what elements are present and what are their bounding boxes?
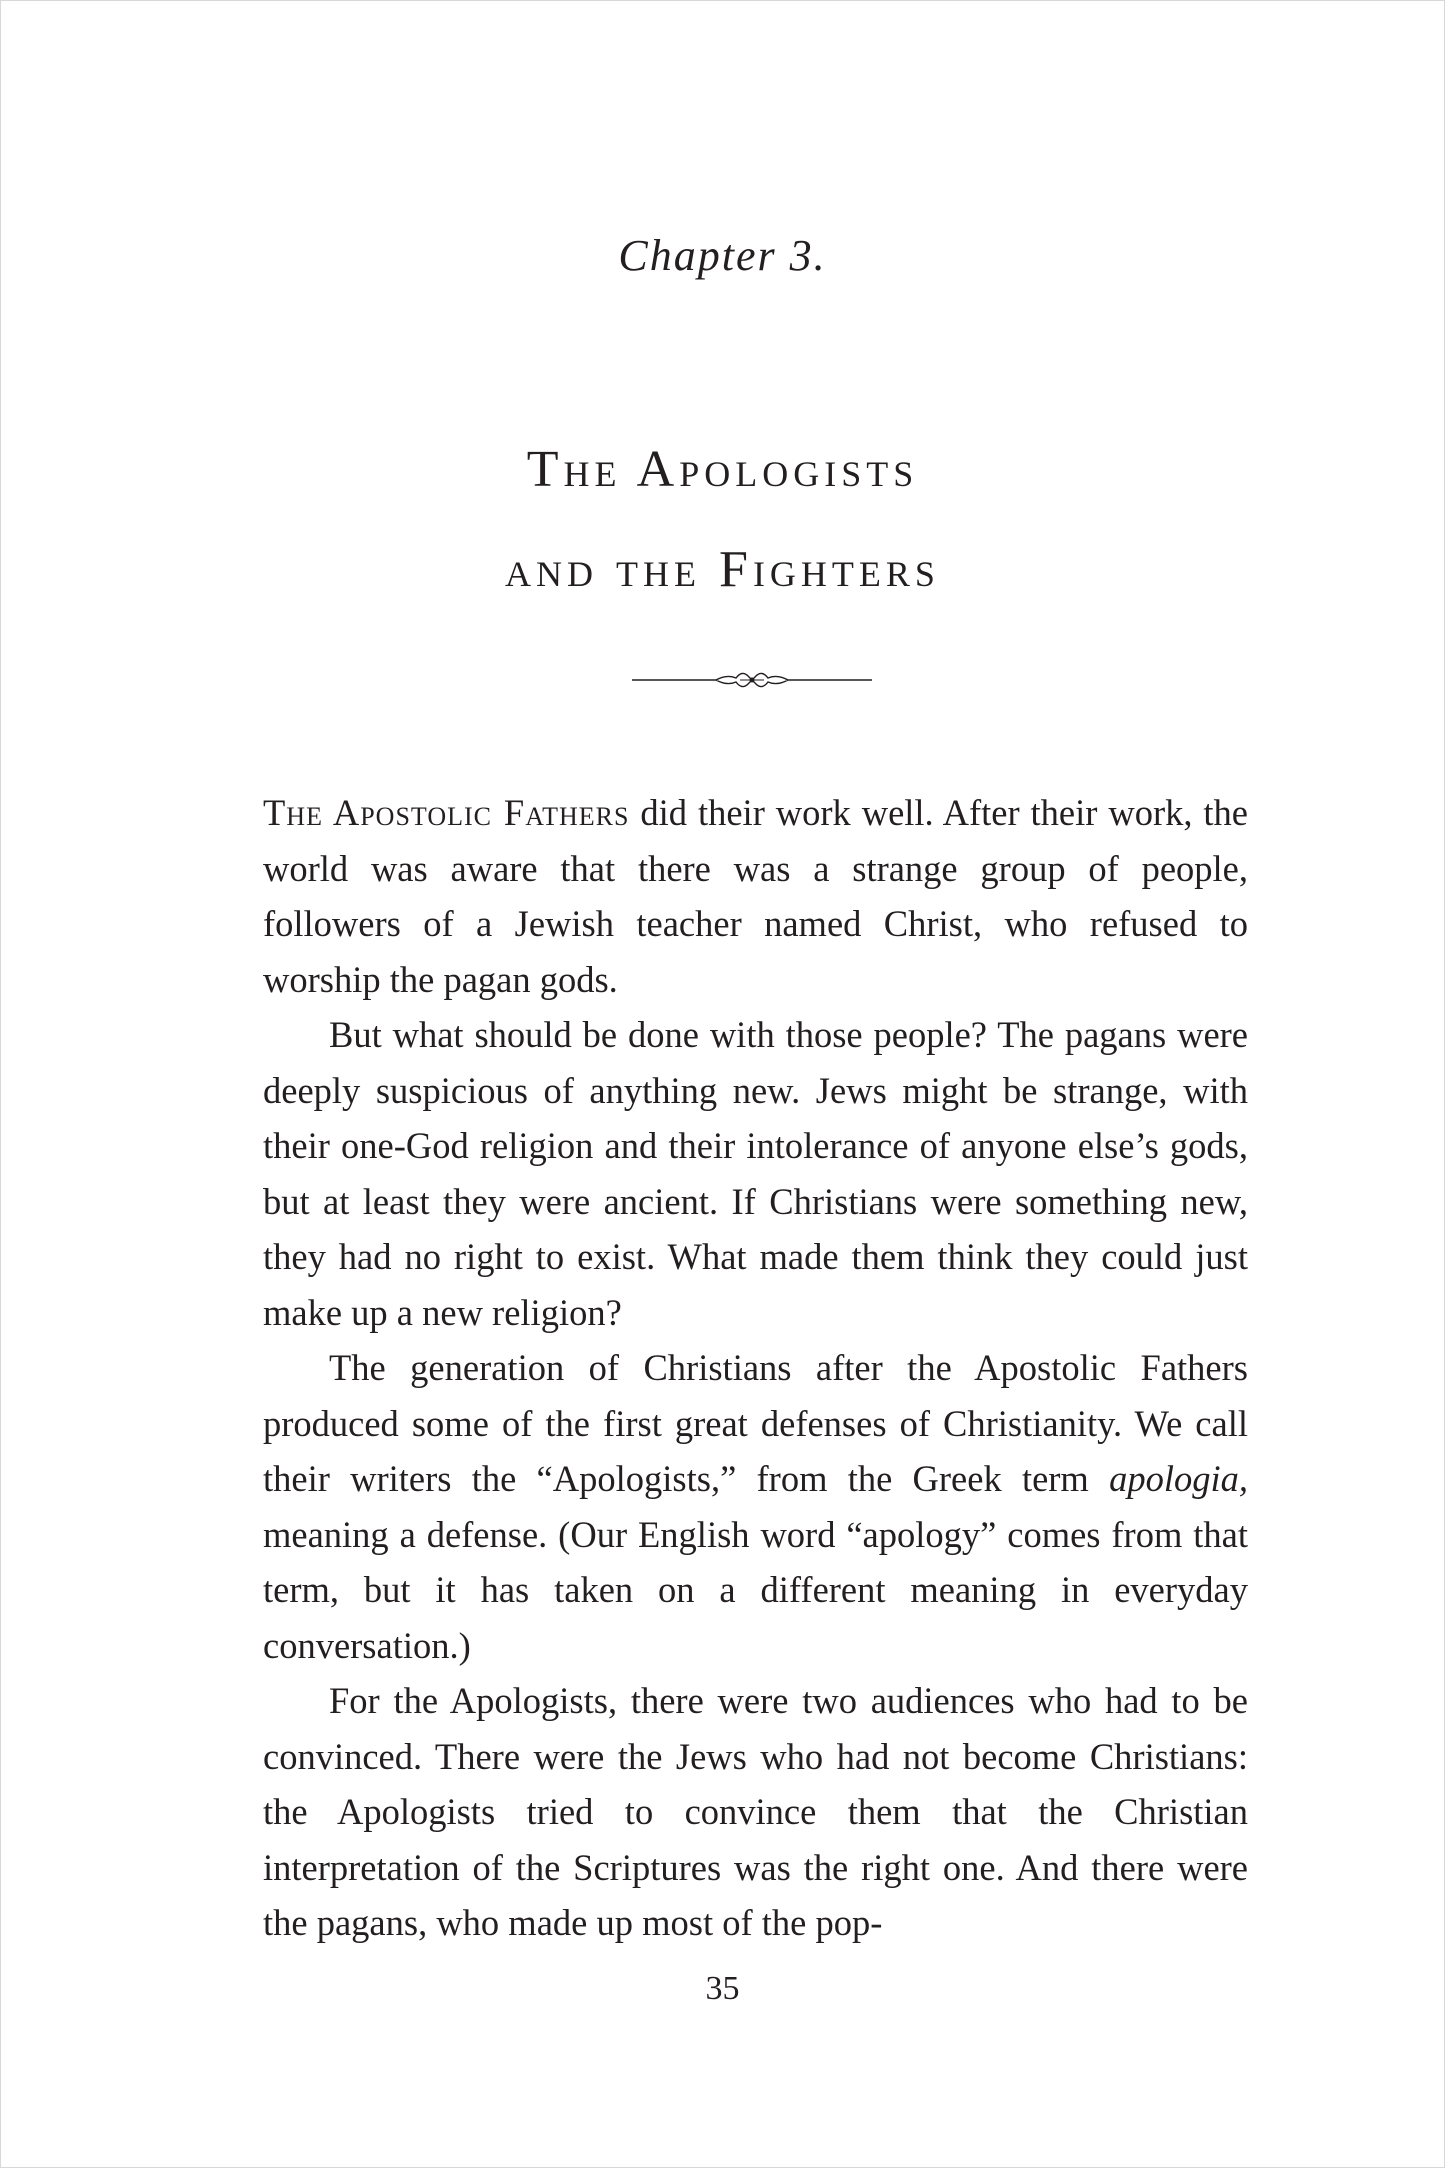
paragraph-text: did their work well. After their work, the world was aware that there was a strange group of people, followers of a Jewish teacher named Christ, who refused to worship the pagan gods. — [263, 792, 1249, 1000]
floral-divider-icon — [632, 660, 872, 700]
paragraph-text-after: meaning a defense. (Our English word “apology” comes from that term, but it has taken on a different meaning in everyday conversation.) — [263, 1513, 1248, 1666]
paragraph-text-before: The generation of Christians after the Apostolic Fathers produced some of the first great defenses of Christianity. We call their writers the “Apologists,” from the Greek term — [263, 1347, 1248, 1499]
paragraph-1 — [263, 785, 1248, 1007]
paragraph-lead-small-caps: The Apostolic Fathers — [263, 792, 630, 833]
body-text — [263, 785, 1248, 1951]
paragraph-3 — [263, 1340, 1248, 1673]
paragraph-2: But what should be done with those people? The pagans were deeply suspicious of anything new. Jews might be strange, with their one-God religion and their intolerance of anyone else’s gods, but at least they were ancient. If Christians were something new, they had no right to exist. What made them think they could just make up a new religion? — [263, 1014, 1248, 1333]
chapter-title-line-2: and the Fighters — [505, 541, 940, 598]
italic-term: apologia, — [1109, 1458, 1248, 1499]
chapter-label: Chapter 3. — [618, 231, 827, 280]
page-number: 35 — [705, 1970, 740, 2007]
chapter-title-line-1: The Apologists — [526, 441, 919, 498]
chapter-title — [0, 420, 1445, 620]
paragraph-4: For the Apologists, there were two audiences who had to be convinced. There were the Jews who had not become Christians: the Apologists tried to convince them that the Christian interpretation of the Scriptures was the right one. And there were the pagans, who made up most of the pop- — [263, 1680, 1248, 1943]
